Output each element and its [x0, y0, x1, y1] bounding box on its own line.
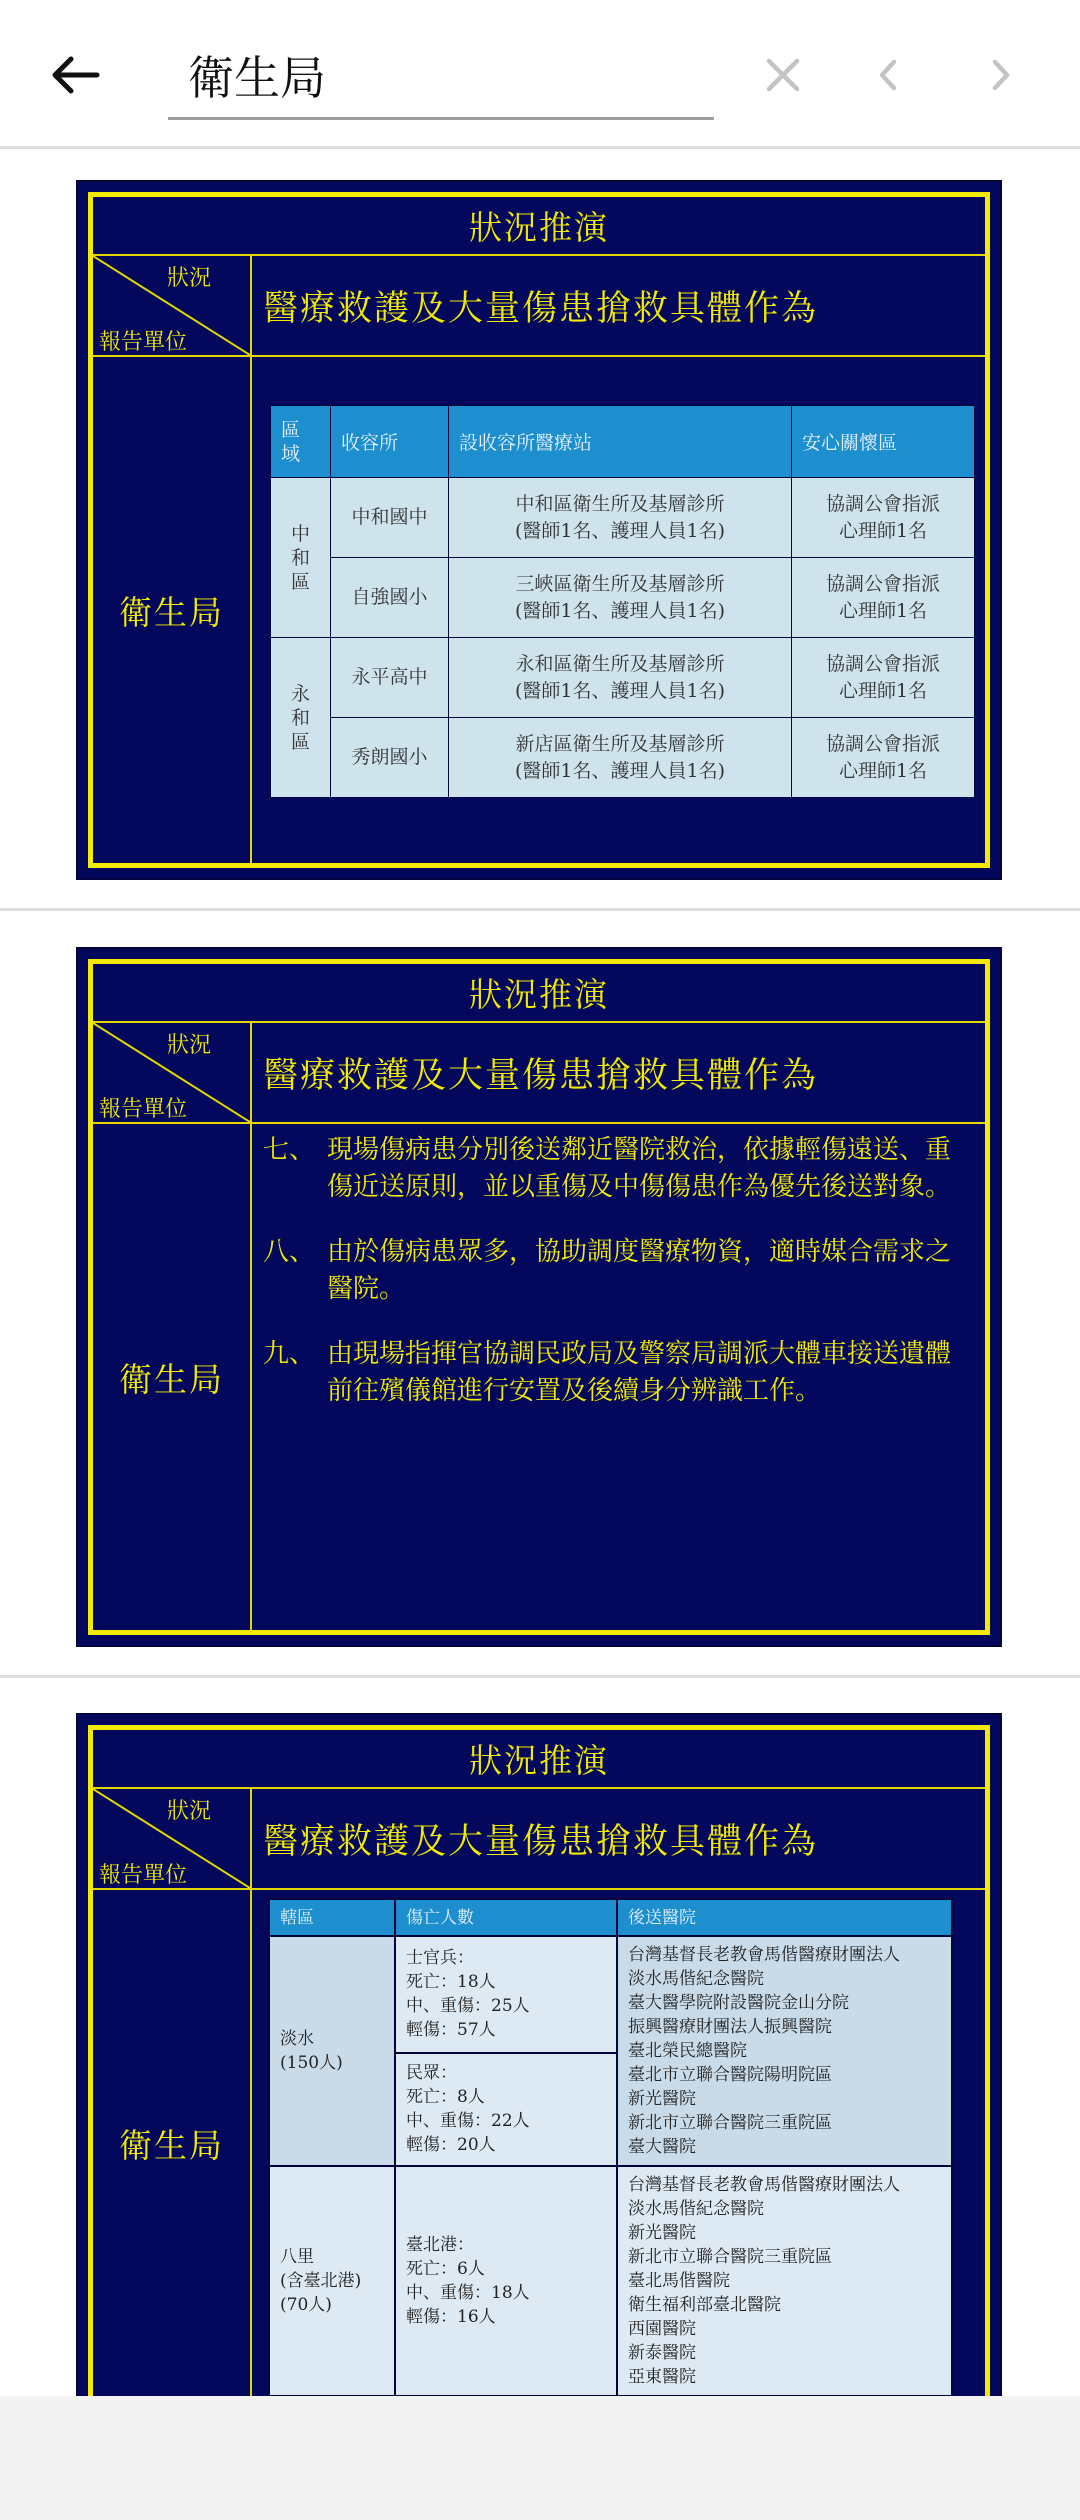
- agency-label: 衛生局: [119, 593, 224, 632]
- hospital-cell: 台灣基督長老教會馬偕醫療財團法人 淡水馬偕紀念醫院 新光醫院 新北市立聯合醫院三重院區 臺北馬偕醫院 衛生福利部臺北醫院 西園醫院 新泰醫院 亞東醫院: [617, 2166, 952, 2396]
- slide-title: 狀況推演: [469, 208, 609, 247]
- shelter-cell: 中和國中: [331, 478, 449, 558]
- station-cell: 永和區衛生所及基層診所 (醫師1名、護理人員1名): [449, 638, 792, 718]
- shelter-cell: 永平高中: [331, 638, 449, 718]
- status-label: 狀況: [167, 1799, 212, 1824]
- column-header: 轄區: [269, 1899, 395, 1936]
- toolbar-divider: [0, 146, 1080, 149]
- column-header: 設收容所醫療站: [449, 406, 792, 478]
- search-toolbar: [0, 0, 1080, 148]
- unit-label: 報告單位: [99, 1863, 188, 1888]
- casualty-transfer-table: [268, 1898, 953, 2397]
- table-row: [271, 478, 975, 558]
- next-result-icon[interactable]: [966, 40, 1036, 110]
- document-page-2: [76, 947, 1002, 1647]
- search-input[interactable]: [188, 40, 708, 110]
- slide-frame: [88, 192, 990, 868]
- column-header: 收容所: [331, 406, 449, 478]
- station-cell: 新店區衛生所及基層診所 (醫師1名、護理人員1名): [449, 718, 792, 798]
- slide-subject: 醫療救護及大量傷患搶救具體作為: [263, 288, 819, 329]
- slide-title: 狀況推演: [469, 975, 609, 1014]
- casualty-cell: 民眾： 死亡：8人 中、重傷：22人 輕傷：20人: [395, 2053, 617, 2166]
- district-cell: 淡水 (150人): [269, 1936, 395, 2166]
- care-cell: 協調公會指派 心理師1名: [792, 638, 975, 718]
- column-header: 區 域: [271, 406, 331, 478]
- table-row: [269, 1936, 952, 2053]
- previous-result-icon[interactable]: [853, 40, 923, 110]
- list-item: 九、 由現場指揮官協調民政局及警察局調派大體車接送遺體前往殯儀館進行安置及後續身分辨識工作。: [263, 1339, 952, 1406]
- unit-label: 報告單位: [99, 1097, 188, 1122]
- bottom-padding: [0, 2396, 1080, 2520]
- station-cell: 三峽區衛生所及基層診所 (醫師1名、護理人員1名): [449, 558, 792, 638]
- status-label: 狀況: [167, 266, 212, 291]
- search-field[interactable]: [168, 30, 714, 120]
- shelter-medical-table: [270, 405, 975, 798]
- slide-frame: [88, 1725, 990, 2401]
- shelter-cell: 自強國小: [331, 558, 449, 638]
- casualty-cell: 士官兵： 死亡：18人 中、重傷：25人 輕傷：57人: [395, 1936, 617, 2053]
- care-cell: 協調公會指派 心理師1名: [792, 558, 975, 638]
- area-cell: 中 和 區: [271, 478, 331, 638]
- agency-label: 衛生局: [119, 2126, 224, 2165]
- list-item: 八、 由於傷病患眾多，協助調度醫療物資，適時媒合需求之醫院。: [263, 1237, 952, 1304]
- station-cell: 中和區衛生所及基層診所 (醫師1名、護理人員1名): [449, 478, 792, 558]
- slide-subject: 醫療救護及大量傷患搶救具體作為: [263, 1821, 819, 1862]
- page-divider: [0, 908, 1080, 911]
- clear-icon[interactable]: [748, 40, 818, 110]
- page-divider: [0, 1675, 1080, 1678]
- slide-subject: 醫療救護及大量傷患搶救具體作為: [263, 1055, 819, 1096]
- shelter-cell: 秀朗國小: [331, 718, 449, 798]
- agency-label: 衛生局: [119, 1360, 224, 1399]
- document-page-3: [76, 1713, 1002, 2413]
- care-cell: 協調公會指派 心理師1名: [792, 718, 975, 798]
- slide-frame: [88, 959, 990, 1635]
- slide-title: 狀況推演: [469, 1741, 609, 1780]
- status-label: 狀況: [167, 1033, 212, 1058]
- care-cell: 協調公會指派 心理師1名: [792, 478, 975, 558]
- table-row: [271, 558, 975, 638]
- list-item: 七、 現場傷病患分別後送鄰近醫院救治，依據輕傷遠送、重傷近送原則，並以重傷及中傷傷患作為優先後送對象。: [263, 1135, 952, 1202]
- document-page-1: [76, 180, 1002, 880]
- district-cell: 八里 (含臺北港) (70人): [269, 2166, 395, 2396]
- area-cell: 永 和 區: [271, 638, 331, 798]
- table-row: [271, 638, 975, 718]
- casualty-cell: 臺北港： 死亡：6人 中、重傷：18人 輕傷：16人: [395, 2166, 617, 2396]
- table-row: [269, 2166, 952, 2396]
- back-arrow-icon[interactable]: [40, 40, 110, 110]
- column-header: 安心關懷區: [792, 406, 975, 478]
- table-row: [271, 718, 975, 798]
- column-header: 傷亡人數: [395, 1899, 617, 1936]
- column-header: 後送醫院: [617, 1899, 952, 1936]
- action-items: [263, 1132, 973, 1438]
- unit-label: 報告單位: [99, 330, 188, 355]
- hospital-cell: 台灣基督長老教會馬偕醫療財團法人 淡水馬偕紀念醫院 臺大醫學院附設醫院金山分院 振興醫療財團法人振興醫院 臺北榮民總醫院 臺北市立聯合醫院陽明院區 新光醫院 新北市立聯合醫院三重院區 臺大醫院: [617, 1936, 952, 2166]
